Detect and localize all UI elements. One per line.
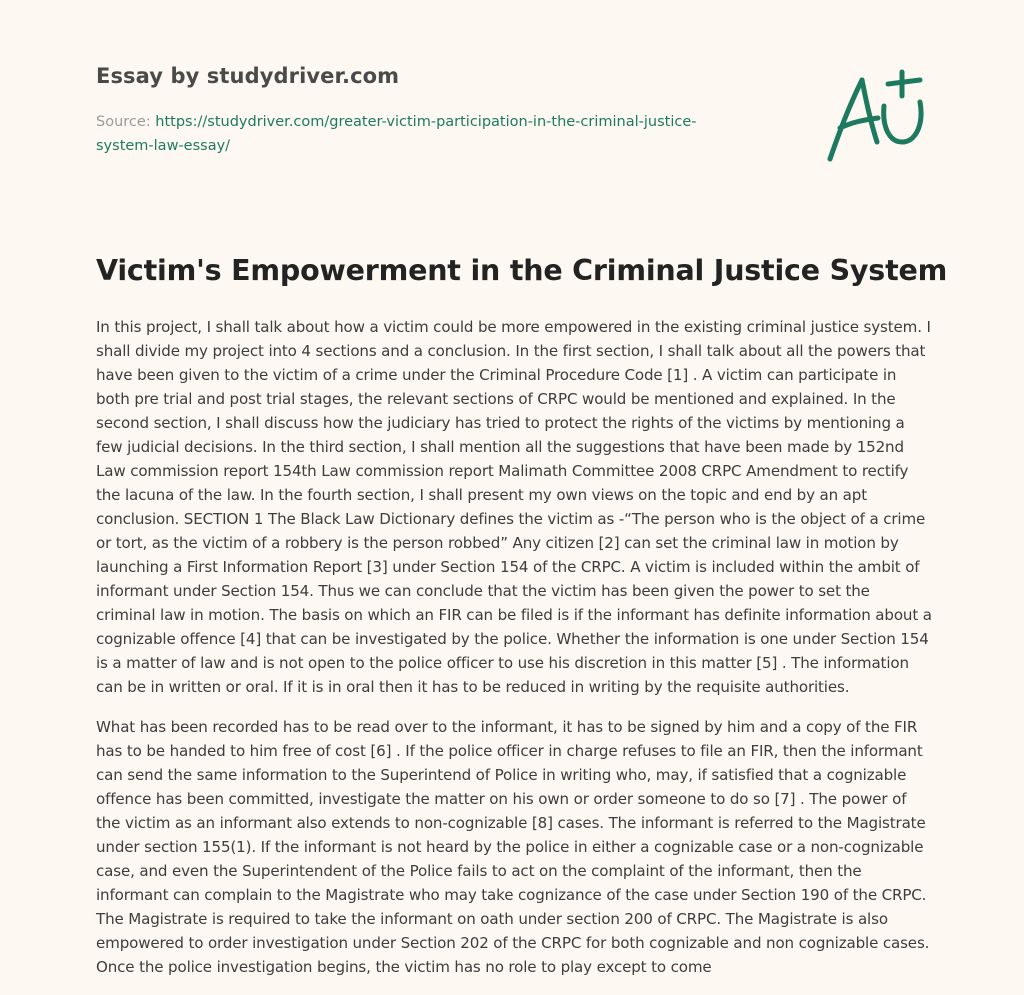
source-link[interactable]: https://studydriver.com/greater-victim-participation-in-the-criminal-justice-system-law-essay/ bbox=[96, 114, 697, 154]
a-plus-logo-icon bbox=[822, 66, 932, 166]
essay-paragraph: What has been recorded has to be read over to the informant, it has to be signed by him and a copy of the FIR has to be handed to him free of cost [6] . If the police officer in charge refuses to file an FIR, then the informant can send the same information to the Superintend of Police in writing who, may, if satisfied that a cognizable offence has been committed, investigate the matter on his own or order someone to do so [7] . The power of the victim as an informant also extends to non-cognizable [8] cases. The informant is referred to the Magistrate under section 155(1). If the informant is not heard by the police in either a cognizable case or a non-cognizable case, and even the Superintendent of the Police fails to act on the complaint of the informant, then the informant can complain to the Magistrate who may take cognizance of the case under Section 190 of the CRPC. The Magistrate is required to take the informant on oath under section 200 of CRPC. The Magistrate is also empowered to order investigation under Section 202 of the CRPC for both cognizable and non cognizable cases. Once the police investigation begins, the victim has no role to play except to come bbox=[96, 718, 930, 976]
essay-body bbox=[96, 315, 932, 995]
essay-paragraph: In this project, I shall talk about how a victim could be more empowered in the existing criminal justice system. I shall divide my project into 4 sections and a conclusion. In the first section, I shall talk about all the powers that have been given to the victim of a crime under the Criminal Procedure Code [1] . A victim can participate in both pre trial and post trial stages, the relevant sections of CRPC would be mentioned and explained. In the second section, I shall discuss how the judiciary has tried to protect the rights of the victims by mentioning a few judicial decisions. In the third section, I shall mention all the suggestions that have been made by 152nd Law commission report 154th Law commission report Malimath Committee 2008 CRPC Amendment to rectify the lacuna of the law. In the fourth section, I shall present my own views on the topic and end by an apt conclusion. SECTION 1 The Black Law Dictionary defines the victim as -“The person who is the object of a crime or tort, as the victim of a robbery is the person robbed” Any citizen [2] can set the criminal law in motion by launching a First Information Report [3] under Section 154 of the CRPC. A victim is included within the ambit of informant under Section 154. Thus we can conclude that the victim has been given the power to set the criminal law in motion. The basis on which an FIR can be filed is if the informant has definite information about a cognizable offence [4] that can be investigated by the police. Whether the information is one under Section 154 is a matter of law and is not open to the police officer to use his discretion in this matter [5] . The information can be in written or oral. If it is in oral then it has to be reduced in writing by the requisite authorities. bbox=[96, 318, 932, 696]
brand-title: Essay by studydriver.com bbox=[96, 64, 400, 88]
essay-title: Victim's Empowerment in the Criminal Justice System bbox=[96, 254, 948, 287]
essay-header bbox=[96, 64, 736, 158]
source-line bbox=[96, 110, 736, 158]
source-label: Source: bbox=[96, 114, 151, 130]
